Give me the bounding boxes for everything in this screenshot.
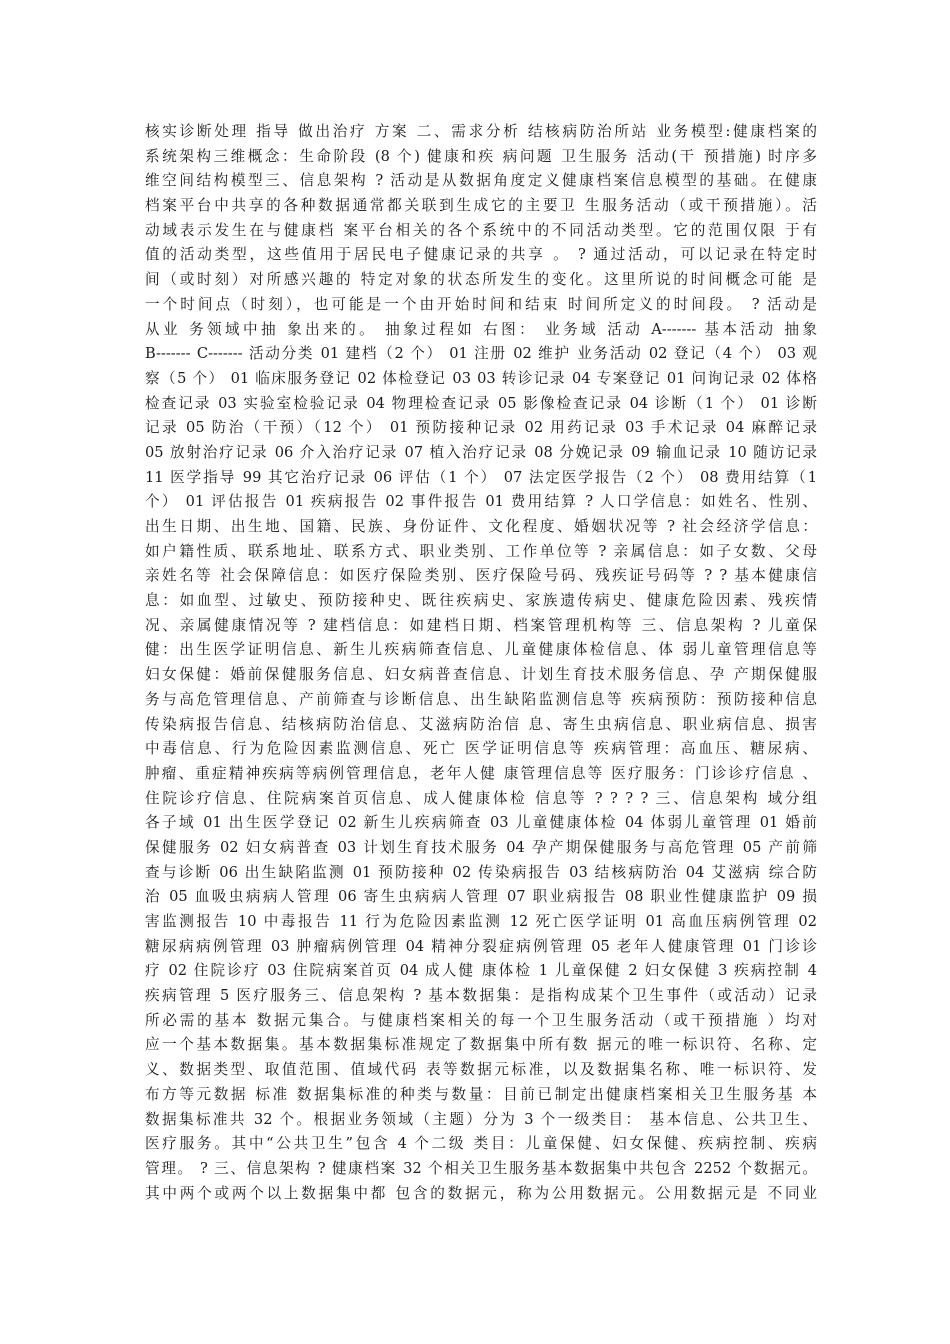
text-line: 动域表示发生在与健康档 案平台相关的各个系统中的不同活动类型。它的范围仅限 于有: [145, 221, 817, 239]
text-line: 其中两个或两个以上数据集中都 包含的数据元，称为公用数据元。公用数据元是 不同业: [145, 1184, 817, 1202]
document-body: [145, 120, 817, 1206]
text-line: 治 05 血吸虫病病人管理 06 寄生虫病病人管理 07 职业病报告 08 职业性健康监护 09 损: [145, 888, 817, 906]
text-line: 疗 02 住院诊疗 03 住院病案首页 04 成人健 康体检 1 儿童保健 2 妇女保健 3 疾病控制 4: [145, 962, 817, 980]
text-line: 管理。 ? 三、信息架构 ? 健康档案 32 个相关卫生服务基本数据集中共包含 2252 个数据元。: [145, 1159, 817, 1177]
text-line: 中毒信息、行为危险因素监测信息、死亡 医学证明信息等 疾病管理：高血压、糖尿病、: [145, 740, 817, 758]
text-line: 保健服务 02 妇女病普查 03 计划生育技术服务 04 孕产期保健服务与高危管理 05 产前筛: [145, 838, 817, 856]
text-line: 记录 05 防治（干预）（12 个） 01 预防接种记录 02 用药记录 03 手术记录 04 麻醉记录: [145, 419, 817, 437]
text-line: 维空间结构模型三、信息架构 ? 活动是从数据角度定义健康档案信息模型的基础。在健康: [145, 172, 817, 190]
text-line: 息：如血型、过敏史、预防接种史、既往疾病史、家族遗传病史、健康危险因素、残疾情: [145, 592, 817, 610]
text-line: 值的活动类型，这些值用于居民电子健康记录的共享 。 ? 通过活动，可以记录在特定时: [145, 246, 817, 264]
text-line: 害监测报告 10 中毒报告 11 行为危险因素监测 12 死亡医学证明 01 高血压病例管理 02: [145, 913, 817, 930]
text-line: 糖尿病病例管理 03 肿瘤病例管理 04 精神分裂症病例管理 05 老年人健康管理 01 门诊诊: [145, 937, 817, 955]
text-line: 检查记录 03 实验室检验记录 04 物理检查记录 05 影像检查记录 04 诊断（1 个） 01 诊断: [145, 394, 817, 412]
text-line: 出生日期、出生地、国籍、民族、身份证件、文化程度、婚姻状况等 ? 社会经济学信息：: [145, 518, 817, 535]
text-line: 健：出生医学证明信息、新生儿疾病筛查信息、儿童健康体检信息、体 弱儿童管理信息等: [145, 641, 817, 659]
text-line: 系统架构三维概念：生命阶段 (8 个) 健康和疾 病问题 卫生服务 活动(干 预措施) 时序多: [145, 147, 817, 165]
text-line: 务与高危管理信息、产前筛查与诊断信息、出生缺陷监测信息等 疾病预防：预防接种信息: [145, 690, 817, 708]
text-line: 布方等元数据 标准 数据集标准的种类与数量：目前已制定出健康档案相关卫生服务基 本: [145, 1085, 817, 1103]
text-line: 查与诊断 06 出生缺陷监测 01 预防接种 02 传染病报告 03 结核病防治 04 艾滋病 综合防: [145, 863, 817, 881]
text-line: 05 放射治疗记录 06 介入治疗记录 07 植入治疗记录 08 分娩记录 09 输血记录 10 随访记录: [145, 443, 817, 461]
text-line: 核实诊断处理 指导 做出治疗 方案 二、需求分析 结核病防治所站 业务模型:健康档案的: [145, 123, 817, 140]
text-line: 如户籍性质、联系地址、联系方式、职业类别、工作单位等 ? 亲属信息：如子女数、父母: [145, 542, 817, 560]
text-line: 肿瘤、重症精神疾病等病例管理信息，老年人健 康管理信息等 医疗服务：门诊诊疗信息 、: [145, 764, 817, 782]
text-line: 应一个基本数据集。基本数据集标准规定了数据集中所有数 据元的唯一标识符、名称、定: [145, 1036, 817, 1054]
text-line: 亲姓名等 社会保障信息：如医疗保险类别、医疗保险号码、残疾证号码等 ? ? 基本健康信: [145, 567, 817, 585]
text-line: 一个时间点（时刻），也可能是一个由开始时间和结束 时间所定义的时间段。 ? 活动是: [145, 295, 817, 313]
text-line: 档案平台中共享的各种数据通常都关联到生成它的主要卫 生服务活动（或干预措施）。活: [145, 197, 817, 215]
text-line: 数据集标准共 32 个。根据业务领域（主题）分为 3 个一级类目： 基本信息、公共卫生、: [145, 1110, 817, 1128]
text-line: 医疗服务。其中“公共卫生”包含 4 个二级 类目：儿童保健、妇女保健、疾病控制、疾病: [145, 1135, 817, 1153]
text-line: 个） 01 评估报告 01 疾病报告 02 事件报告 01 费用结算 ? 人口学信息：如姓名、性别、: [145, 493, 817, 511]
text-line: 各子域 01 出生医学登记 02 新生儿疾病筛查 03 儿童健康体检 04 体弱儿童管理 01 婚前: [145, 814, 817, 832]
text-line: 11 医学指导 99 其它治疗记录 06 评估（1 个） 07 法定医学报告（2 个） 08 费用结算（1: [145, 468, 817, 486]
text-line: 疾病管理 5 医疗服务三、信息架构 ? 基本数据集：是指构成某个卫生事件（或活动）记录: [145, 987, 817, 1005]
text-line: 况、亲属健康情况等 ? 建档信息：如建档日期、档案管理机构等 三、信息架构 ? 儿童保: [145, 616, 817, 634]
text-line: 妇女保健：婚前保健服务信息、妇女病普查信息、计划生育技术服务信息、孕 产期保健服: [145, 666, 817, 684]
text-line: 间（或时刻）对所感兴趣的 特定对象的状态所发生的变化。这里所说的时间概念可能 是: [145, 271, 817, 289]
text-line: 义、数据类型、取值范围、值域代码 表等数据元标准，以及数据集名称、唯一标识符、发: [145, 1061, 817, 1079]
text-line: 住院诊疗信息、住院病案首页信息、成人健康体检 信息等 ? ? ? ? 三、信息架构 域分组: [145, 789, 817, 807]
text-line: 察（5 个） 01 临床服务登记 02 体检登记 03 03 转诊记录 04 专案登记 01 问询记录 02 体格: [145, 369, 817, 387]
text-line: 从业 务领域中抽 象出来的。 抽象过程如 右图： 业务域 活动 A------- 基本活动 抽象: [145, 320, 817, 338]
text-line: B------- C------- 活动分类 01 建档（2 个） 01 注册 02 维护 业务活动 02 登记（4 个） 03 观: [145, 345, 817, 363]
text-line: 所必需的基本 数据元集合。与健康档案相关的每一个卫生服务活动（或干预措施 ）均对: [145, 1011, 817, 1029]
text-line: 传染病报告信息、结核病防治信息、艾滋病防治信 息、寄生虫病信息、职业病信息、损害: [145, 715, 817, 733]
